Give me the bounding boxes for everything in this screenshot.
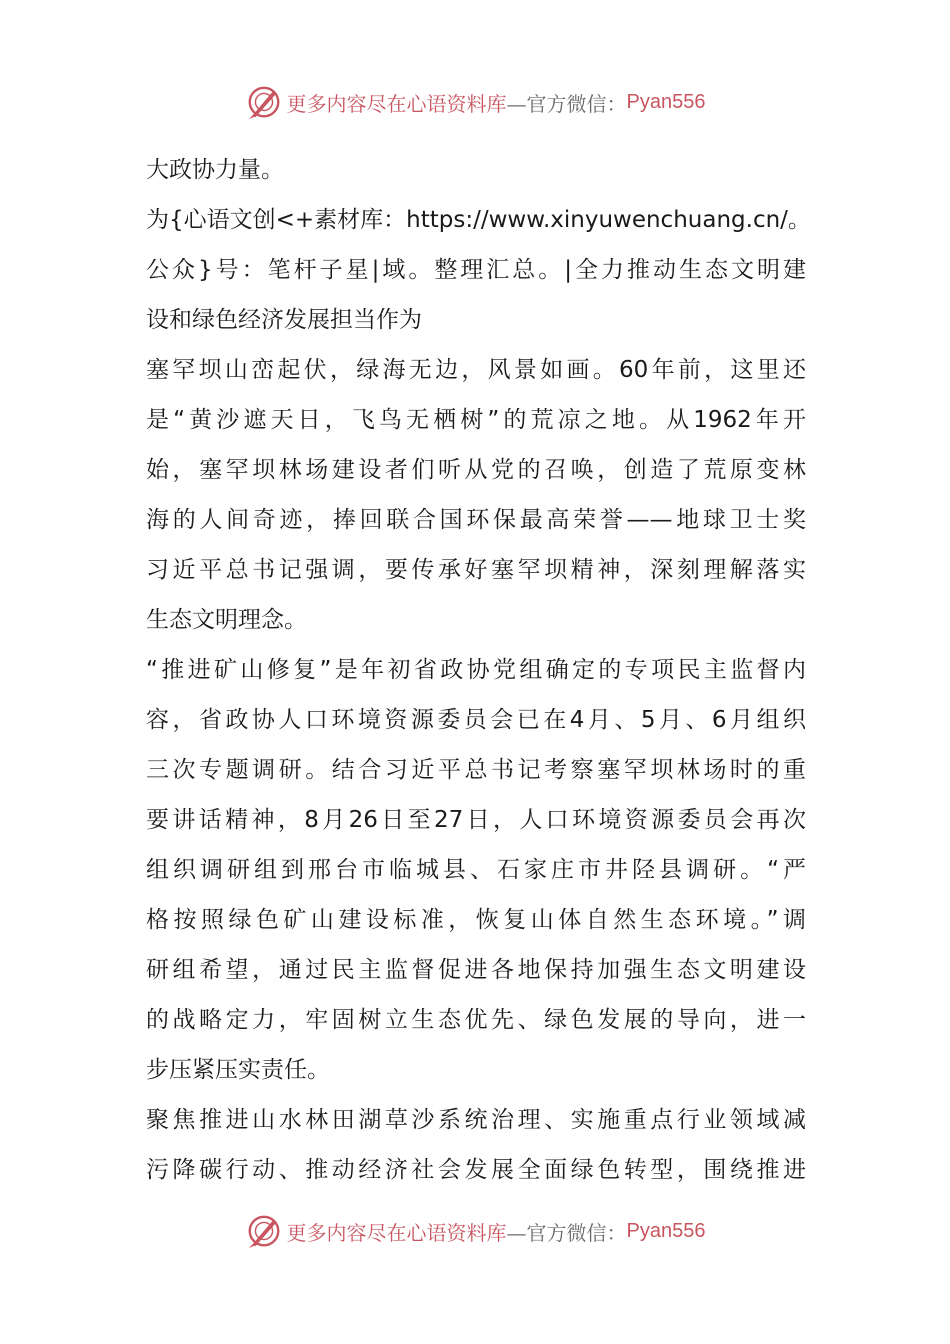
text-line: 是“黄沙遮天日，飞鸟无栖树”的荒凉之地。从1962年开 [146, 407, 806, 433]
text-line: 组织调研组到邢台市临城县、石家庄市井陉县调研。“严 [146, 857, 806, 883]
text-line: 设和绿色经济发展担当作为 [146, 307, 422, 333]
text-line: 聚焦推进山水林田湖草沙系统治理、实施重点行业领域减 [146, 1107, 806, 1133]
text-line: 始，塞罕坝林场建设者们听从党的召唤，创造了荒原变林 [146, 457, 806, 483]
text-line: “推进矿山修复”是年初省政协党组确定的专项民主监督内 [146, 657, 806, 683]
banner-wechat-id: Pyan556 [626, 90, 706, 113]
pen-logo-icon [245, 83, 283, 121]
text-line: 海的人间奇迹，捧回联合国环保最高荣誉——地球卫士奖 [146, 507, 806, 533]
document-body [146, 145, 811, 1195]
text-line: 公众}号：笔杆子星|域。整理汇总。|全力推动生态文明建 [146, 257, 806, 283]
banner-brand-text: 更多内容尽在心语资料库 [286, 91, 507, 116]
text-line: 塞罕坝山峦起伏，绿海无边，风景如画。60年前，这里还 [146, 357, 806, 383]
text-line: 为{心语文创<+素材库：https://www.xinyuwenchuang.cn/。 [146, 207, 811, 233]
text-line: 的战略定力，牢固树立生态优先、绿色发展的导向，进一 [146, 1007, 806, 1033]
text-line: 生态文明理念。 [146, 607, 307, 633]
banner-wechat-id: Pyan556 [626, 1219, 706, 1242]
text-line: 研组希望，通过民主监督促进各地保持加强生态文明建设 [146, 957, 806, 983]
text-line: 习近平总书记强调，要传承好塞罕坝精神，深刻理解落实 [146, 557, 806, 583]
text-line: 大政协力量。 [146, 157, 284, 183]
banner-brand-text: 更多内容尽在心语资料库 [286, 1220, 507, 1245]
text-line: 步压紧压实责任。 [146, 1057, 330, 1083]
text-line: 要讲话精神，8月26日至27日，人口环境资源委员会再次 [146, 807, 806, 833]
footer-watermark-banner [0, 1211, 950, 1251]
text-line: 容，省政协人口环境资源委员会已在4月、5月、6月组织 [146, 707, 806, 733]
banner-official-text: —官方微信： [506, 91, 627, 116]
text-line: 三次专题调研。结合习近平总书记考察塞罕坝林场时的重 [146, 757, 806, 783]
text-line: 格按照绿色矿山建设标准，恢复山体自然生态环境。”调 [146, 907, 806, 933]
header-watermark-banner [0, 82, 950, 122]
pen-logo-icon [245, 1212, 283, 1250]
banner-official-text: —官方微信： [506, 1220, 627, 1245]
text-line: 污降碳行动、推动经济社会发展全面绿色转型，围绕推进 [146, 1157, 806, 1183]
